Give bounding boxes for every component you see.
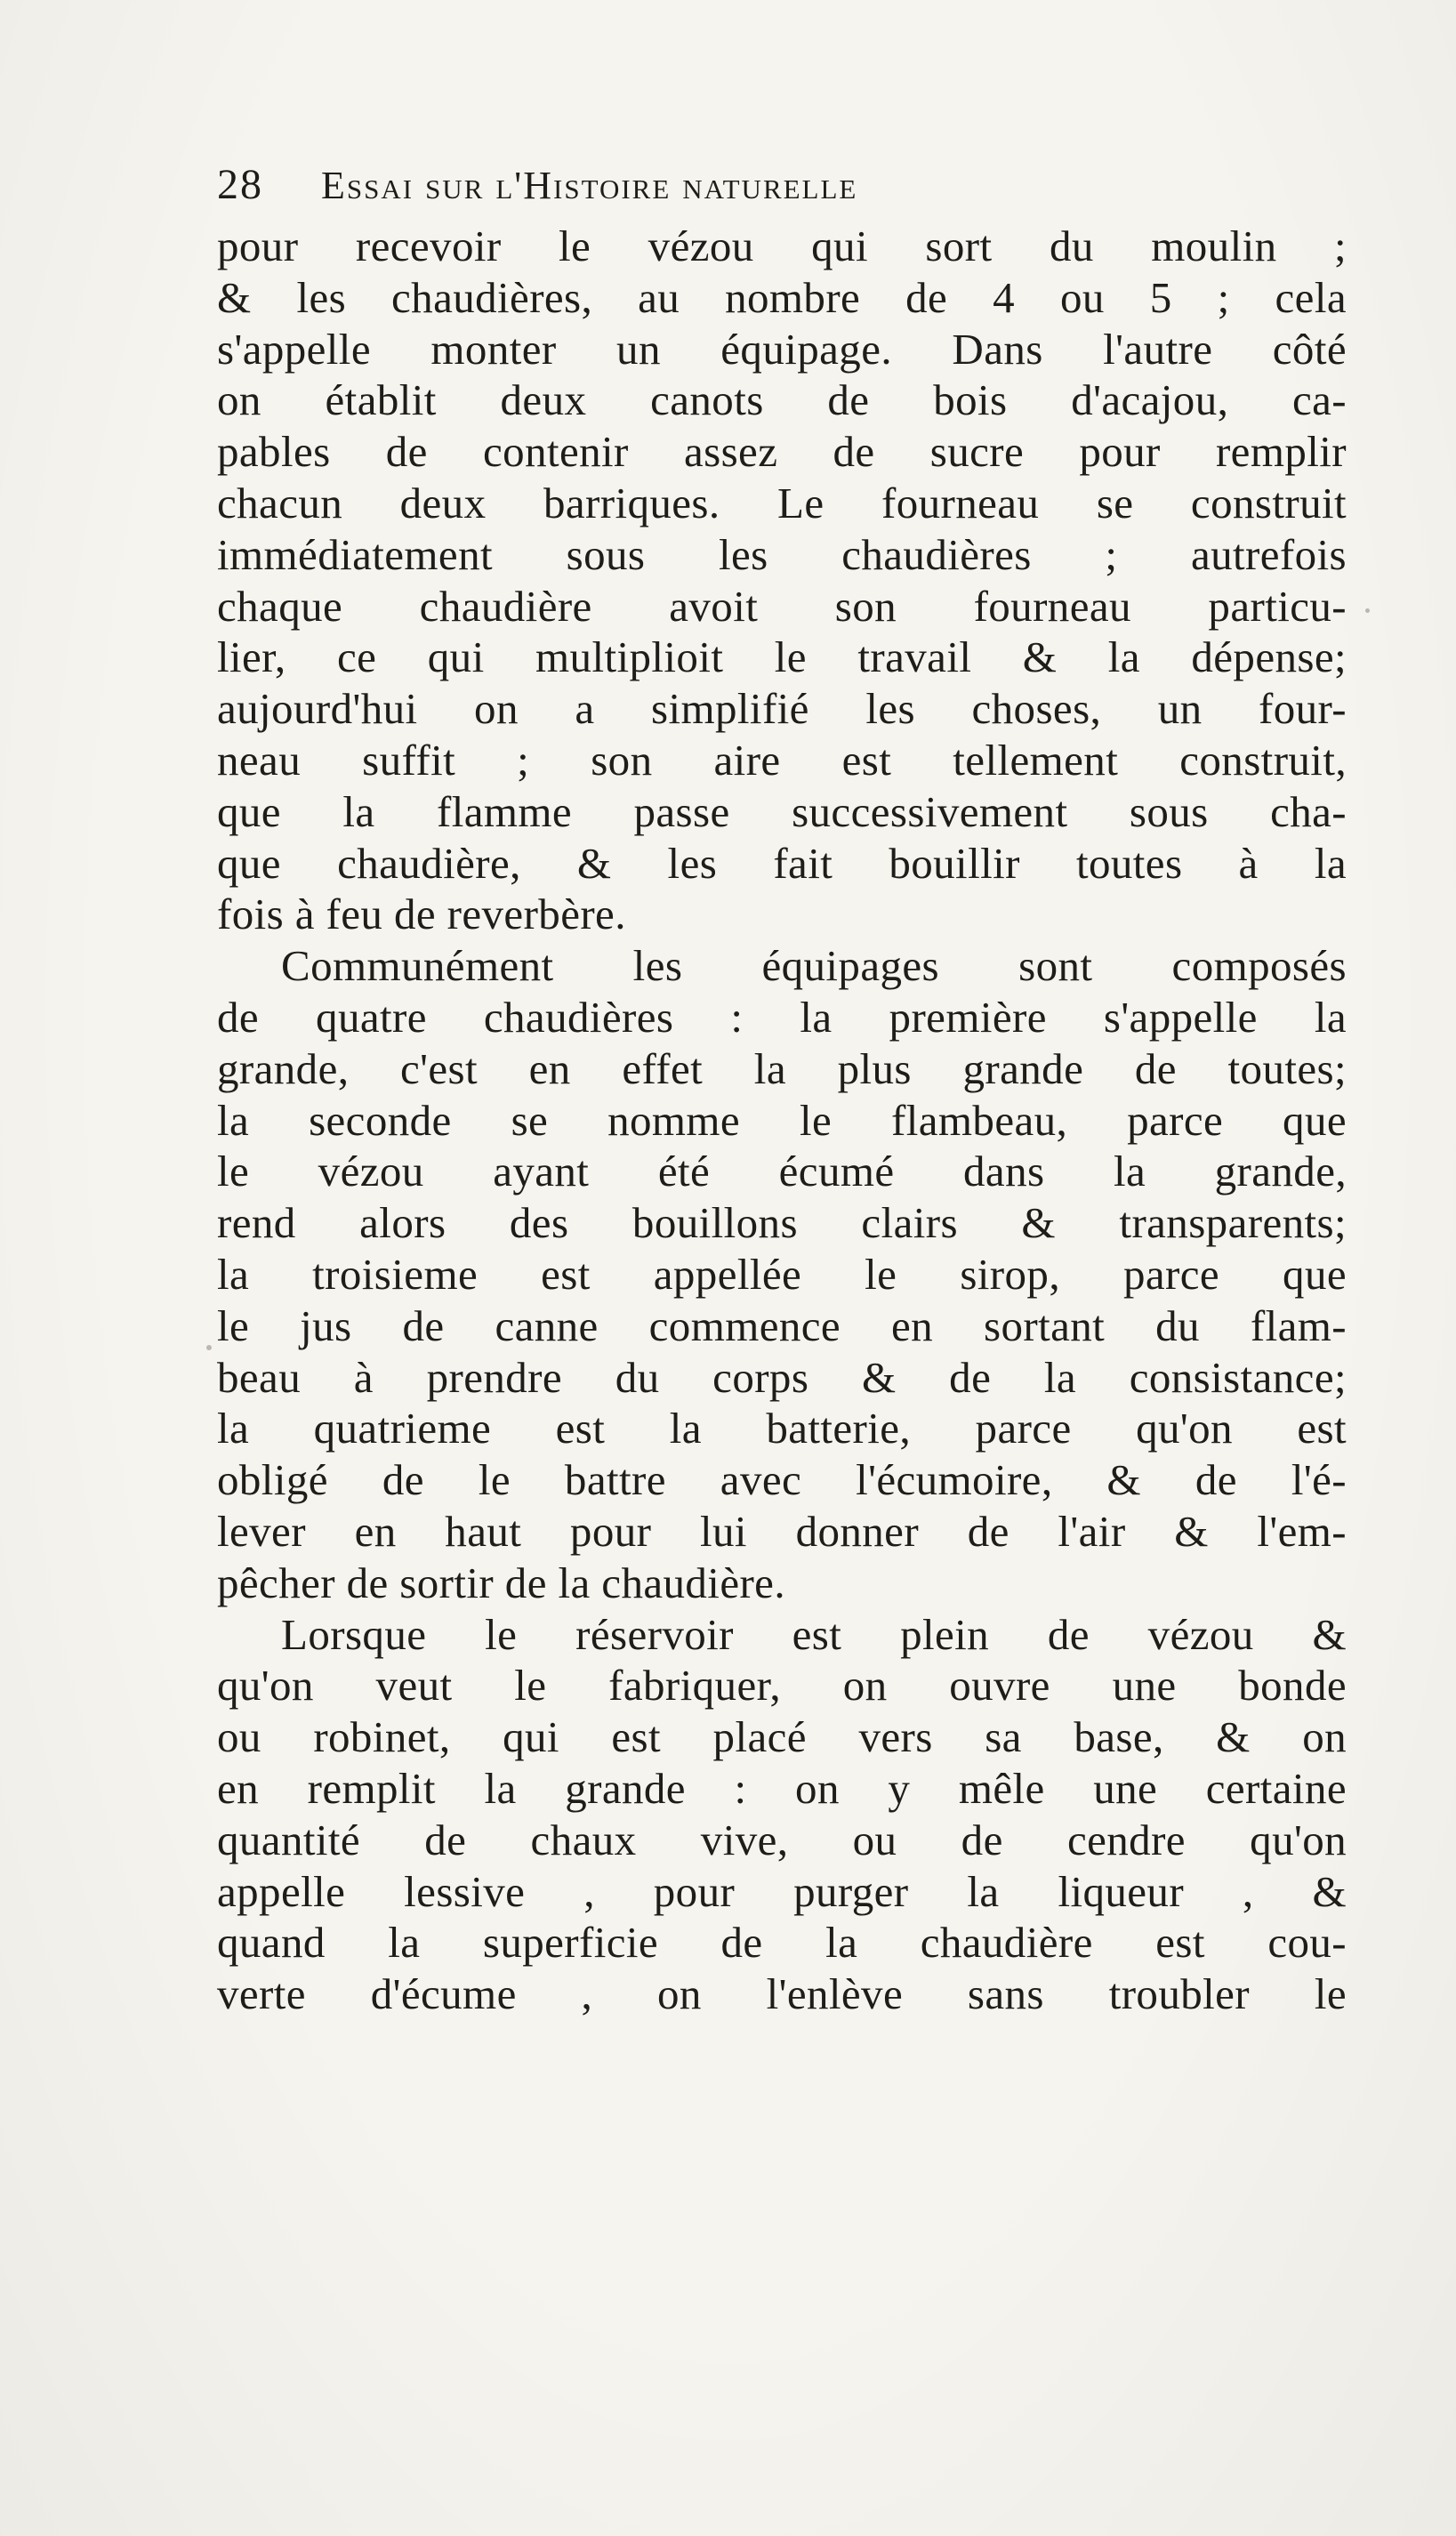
text-line: de quatre chaudières : la première s'appelle la (217, 992, 1347, 1042)
text-line: on établit deux canots de bois d'acajou, ca- (217, 375, 1347, 425)
text-line: aujourd'hui on a simplifié les choses, un four- (217, 684, 1347, 734)
text-line: quand la superficie de la chaudière est cou- (217, 1918, 1347, 1968)
text-line-paragraph-end: fois à feu de reverbère. (217, 890, 626, 939)
text-line-paragraph-end: pêcher de sortir de la chaudière. (217, 1558, 785, 1607)
text-line: ou robinet, qui est placé vers sa base, & on (217, 1712, 1347, 1762)
running-head (217, 160, 1364, 224)
body-text (217, 221, 1347, 2020)
ink-speck (1365, 608, 1370, 613)
text-line: chacun deux barriques. Le fourneau se construit (217, 478, 1347, 527)
text-line: beau à prendre du corps & de la consistance; (217, 1352, 1347, 1402)
text-line: le jus de canne commence en sortant du flam- (217, 1300, 1347, 1350)
text-line: la quatrieme est la batterie, parce qu'on est (217, 1404, 1347, 1453)
text-line: pables de contenir assez de sucre pour remplir (217, 427, 1347, 477)
text-line: la troisieme est appellée le sirop, parce que (217, 1249, 1347, 1299)
text-line: en remplit la grande : on y mêle une certaine (217, 1763, 1347, 1813)
text-line: appelle lessive , pour purger la liqueur , & (217, 1866, 1347, 1916)
text-line: neau suffit ; son aire est tellement construit, (217, 735, 1347, 785)
text-line: la seconde se nomme le flambeau, parce que (217, 1095, 1347, 1145)
running-title: Essai sur l'Histoire naturelle (321, 164, 858, 207)
text-line: rend alors des bouillons clairs & transparents; (217, 1198, 1347, 1248)
text-line: verte d'écume , on l'enlève sans troubler le (217, 1969, 1347, 2019)
text-line: que la flamme passe successivement sous cha- (217, 786, 1347, 836)
text-line: s'appelle monter un équipage. Dans l'autre côté (217, 324, 1347, 374)
text-line: pour recevoir le vézou qui sort du moulin ; (217, 221, 1347, 270)
text-line: lier, ce qui multiplioit le travail & la dépense; (217, 632, 1347, 682)
text-line: qu'on veut le fabriquer, on ouvre une bonde (217, 1661, 1347, 1711)
text-line: obligé de le battre avec l'écumoire, & de l'é- (217, 1455, 1347, 1505)
text-line-paragraph-start: Lorsque le réservoir est plein de vézou & (281, 1609, 1347, 1659)
ink-speck (206, 1345, 212, 1350)
text-line: que chaudière, & les fait bouillir toutes à la (217, 838, 1347, 888)
text-line: & les chaudières, au nombre de 4 ou 5 ; cela (217, 272, 1347, 322)
text-line: chaque chaudière avoit son fourneau particu- (217, 581, 1347, 631)
text-line: grande, c'est en effet la plus grande de toutes; (217, 1043, 1347, 1093)
page-number: 28 (217, 161, 263, 208)
text-line-paragraph-start: Communément les équipages sont composés (281, 941, 1347, 991)
text-line: lever en haut pour lui donner de l'air & l'em- (217, 1506, 1347, 1556)
text-line: le vézou ayant été écumé dans la grande, (217, 1147, 1347, 1196)
text-line: immédiatement sous les chaudières ; autrefois (217, 529, 1347, 579)
ink-speck (219, 1684, 222, 1687)
text-line: quantité de chaux vive, ou de cendre qu'on (217, 1815, 1347, 1864)
